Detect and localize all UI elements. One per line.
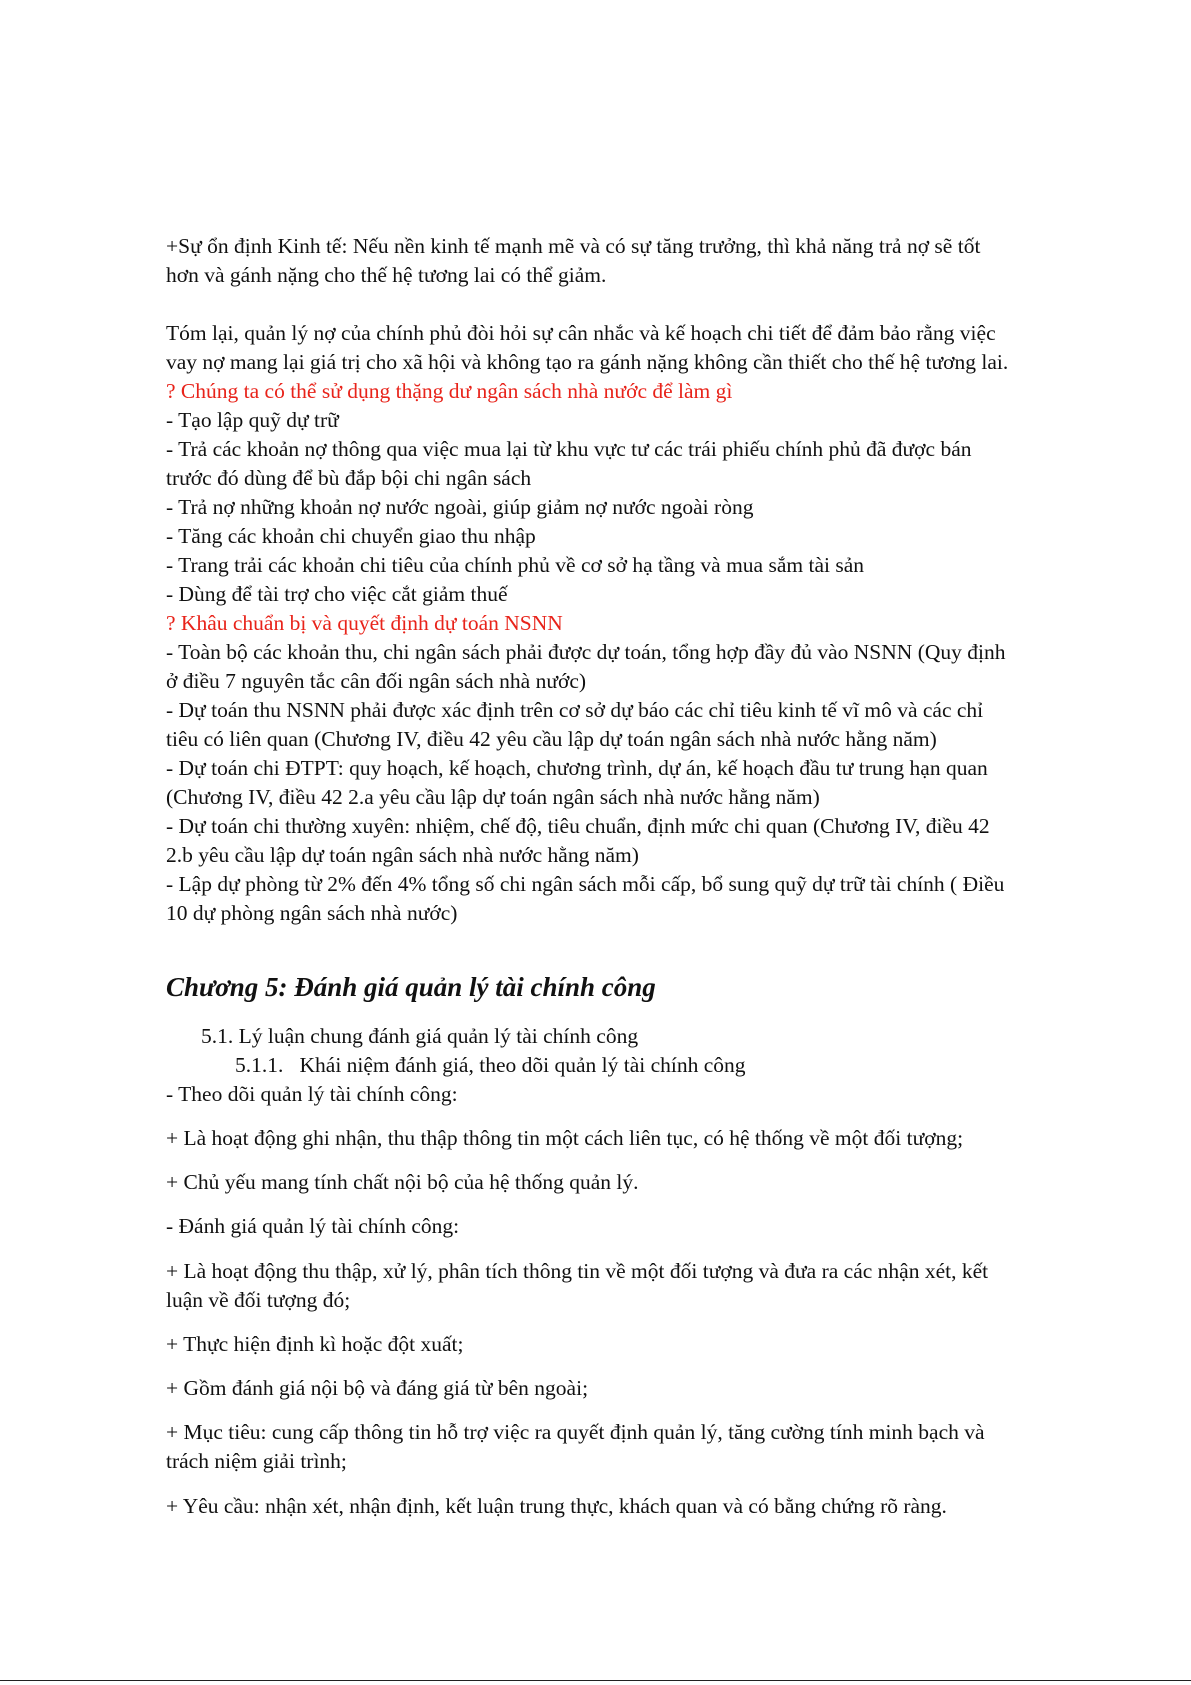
list-item: + Mục tiêu: cung cấp thông tin hỗ trợ việc ra quyết định quản lý, tăng cường tính minh bạch và bbox=[166, 1420, 985, 1444]
list-item-continuation: trước đó dùng để bù đắp bội chi ngân sách bbox=[166, 466, 532, 490]
list-item: - Tăng các khoản chi chuyển giao thu nhập bbox=[166, 524, 536, 548]
list-item: - Lập dự phòng từ 2% đến 4% tổng số chi ngân sách mỗi cấp, bổ sung quỹ dự trữ tài chính ( Điều bbox=[166, 872, 1005, 896]
list-item-continuation: 2.b yêu cầu lập dự toán ngân sách nhà nước hằng năm) bbox=[166, 843, 639, 867]
definition-heading: - Đánh giá quản lý tài chính công: bbox=[166, 1214, 460, 1238]
list-item: + Yêu cầu: nhận xét, nhận định, kết luận trung thực, khách quan và có bằng chứng rõ ràng. bbox=[166, 1494, 947, 1518]
list-item-continuation: luận về đối tượng đó; bbox=[166, 1288, 351, 1312]
list-item: - Dự toán chi ĐTPT: quy hoạch, kế hoạch, chương trình, dự án, kế hoạch đầu tư trung hạn quan bbox=[166, 756, 988, 780]
section-heading: 5.1. Lý luận chung đánh giá quản lý tài chính công bbox=[201, 1024, 639, 1048]
list-item: + Là hoạt động thu thập, xử lý, phân tích thông tin về một đối tượng và đưa ra các nhận xét, kết bbox=[166, 1259, 989, 1283]
list-item: - Dự toán thu NSNN phải được xác định trên cơ sở dự báo các chỉ tiêu kinh tế vĩ mô và các chỉ bbox=[166, 698, 984, 722]
chapter-heading: Chương 5: Đánh giá quản lý tài chính công bbox=[166, 972, 656, 1002]
list-item-continuation: (Chương IV, điều 42 2.a yêu cầu lập dự toán ngân sách nhà nước hằng năm) bbox=[166, 785, 820, 809]
list-item: + Thực hiện định kì hoặc đột xuất; bbox=[166, 1332, 464, 1356]
list-item: + Chủ yếu mang tính chất nội bộ của hệ thống quản lý. bbox=[166, 1170, 639, 1194]
paragraph-line: hơn và gánh nặng cho thế hệ tương lai có thể giảm. bbox=[166, 263, 607, 287]
paragraph-line: Tóm lại, quản lý nợ của chính phủ đòi hỏi sự cân nhắc và kế hoạch chi tiết để đảm bảo rằng việc bbox=[166, 321, 996, 345]
list-item-continuation: 10 dự phòng ngân sách nhà nước) bbox=[166, 901, 458, 925]
definition-heading: - Theo dõi quản lý tài chính công: bbox=[166, 1082, 458, 1106]
list-item: - Dùng để tài trợ cho việc cắt giảm thuế bbox=[166, 582, 508, 606]
list-item: - Trả các khoản nợ thông qua việc mua lại từ khu vực tư các trái phiếu chính phủ đã được bán bbox=[166, 437, 972, 461]
question-heading: ? Chúng ta có thể sử dụng thặng dư ngân sách nhà nước để làm gì bbox=[166, 379, 733, 403]
list-item: - Toàn bộ các khoản thu, chi ngân sách phải được dự toán, tổng hợp đầy đủ vào NSNN (Quy định bbox=[166, 640, 1006, 664]
subsection-title: Khái niệm đánh giá, theo dõi quản lý tài chính công bbox=[299, 1053, 746, 1077]
list-item-continuation: tiêu có liên quan (Chương IV, điều 42 yêu cầu lập dự toán ngân sách nhà nước hằng năm) bbox=[166, 727, 937, 751]
paragraph-line: vay nợ mang lại giá trị cho xã hội và không tạo ra gánh nặng không cần thiết cho thế hệ tương lai. bbox=[166, 350, 1009, 374]
paragraph-line: +Sự ổn định Kinh tế: Nếu nền kinh tế mạnh mẽ và có sự tăng trưởng, thì khả năng trả nợ sẽ tốt bbox=[166, 234, 981, 258]
list-item: - Tạo lập quỹ dự trữ bbox=[166, 408, 339, 432]
subsection-heading bbox=[235, 1051, 746, 1080]
list-item-continuation: ở điều 7 nguyên tắc cân đối ngân sách nhà nước) bbox=[166, 669, 587, 693]
list-item: + Gồm đánh giá nội bộ và đáng giá từ bên ngoài; bbox=[166, 1376, 589, 1400]
page-bottom-divider bbox=[0, 1680, 1191, 1681]
question-heading: ? Khâu chuẩn bị và quyết định dự toán NSNN bbox=[166, 611, 563, 635]
list-item: - Trang trải các khoản chi tiêu của chính phủ về cơ sở hạ tầng và mua sắm tài sản bbox=[166, 553, 864, 577]
list-item-continuation: trách niệm giải trình; bbox=[166, 1449, 347, 1473]
list-item: - Dự toán chi thường xuyên: nhiệm, chế độ, tiêu chuẩn, định mức chi quan (Chương IV, điều 42 bbox=[166, 814, 990, 838]
subsection-number: 5.1.1. bbox=[235, 1053, 284, 1077]
list-item: - Trả nợ những khoản nợ nước ngoài, giúp giảm nợ nước ngoài ròng bbox=[166, 495, 754, 519]
list-item: + Là hoạt động ghi nhận, thu thập thông tin một cách liên tục, có hệ thống về một đối tượng; bbox=[166, 1126, 964, 1150]
